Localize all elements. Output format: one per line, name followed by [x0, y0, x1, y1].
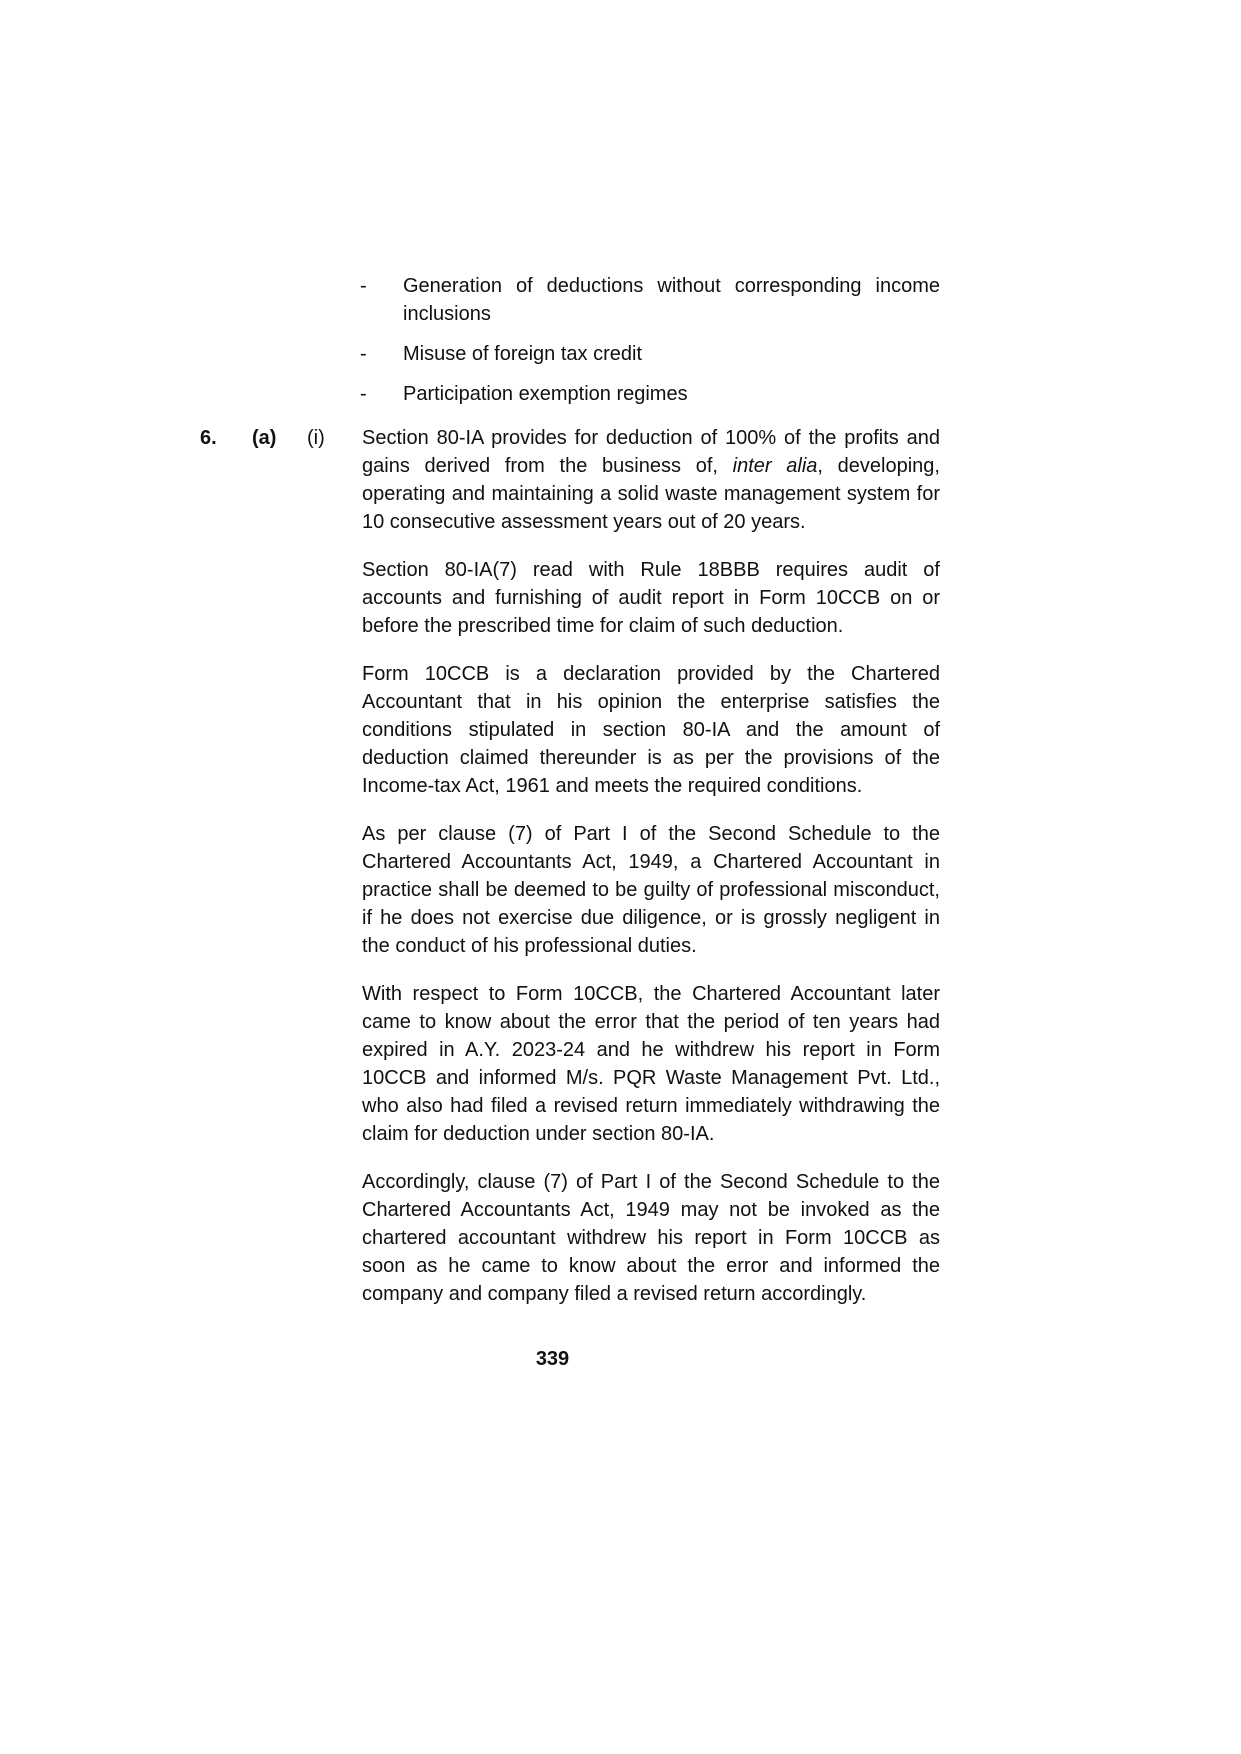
page-content	[200, 272, 940, 1328]
numbered-item	[200, 424, 940, 1328]
paragraph: Section 80-IA(7) read with Rule 18BBB requires audit of accounts and furnishing of audit report in Form 10CCB on or before the prescribed time for claim of such deduction.	[362, 559, 940, 637]
paragraph: Accordingly, clause (7) of Part I of the Second Schedule to the Chartered Accountants Act, 1949 may not be invoked as the chartered accountant withdrew his report in Form 10CCB as soon as he came to know about the error and informed the company and company filed a revised return accordingly.	[362, 1171, 940, 1305]
italic-phrase: inter alia	[732, 455, 818, 477]
paragraph: As per clause (7) of Part I of the Second Schedule to the Chartered Accountants Act, 1949, a Chartered Accountant in practice shall be deemed to be guilty of professional misconduct, if he does not exercise due diligence, or is grossly negligent in the conduct of his professional duties.	[362, 823, 940, 957]
paragraph: Form 10CCB is a declaration provided by the Chartered Accountant that in his opinion the enterprise satisfies the conditions stipulated in section 80-IA and the amount of deduction claimed thereunder is as per the provisions of the Income-tax Act, 1961 and meets the required conditions.	[362, 663, 940, 797]
bullet-text: Misuse of foreign tax credit	[403, 343, 642, 365]
paragraph	[362, 424, 940, 536]
bullet-list	[360, 272, 940, 408]
bullet-text: Participation exemption regimes	[403, 383, 688, 405]
list-item	[360, 340, 940, 368]
dash-bullet: -	[360, 383, 367, 405]
paragraph-text: , developing, operating and maintaining a solid waste management system for 10 consecutive assessment years out of 20 years.	[362, 455, 940, 533]
paragraph: With respect to Form 10CCB, the Chartered Accountant later came to know about the error that the period of ten years had expired in A.Y. 2023-24 and he withdrew his report in Form 10CCB and informed M/s. PQR Waste Management Pvt. Ltd., who also had filed a revised return immediately withdrawing the claim for deduction under section 80-IA.	[362, 983, 940, 1145]
bullet-text: Generation of deductions without corresponding income inclusions	[403, 275, 940, 325]
item-sub-label: (a)	[252, 427, 277, 449]
item-number: 6.	[200, 427, 217, 449]
list-item	[360, 272, 940, 328]
dash-bullet: -	[360, 343, 367, 365]
paragraph-text: Section 80-IA provides for deduction of 100% of the profits and gains derived from the business of,	[362, 427, 940, 477]
page-number: 339	[535, 1348, 570, 1370]
dash-bullet: -	[360, 275, 367, 297]
answer-body	[362, 424, 940, 1328]
list-item	[360, 380, 940, 408]
item-roman-label: (i)	[307, 427, 325, 449]
